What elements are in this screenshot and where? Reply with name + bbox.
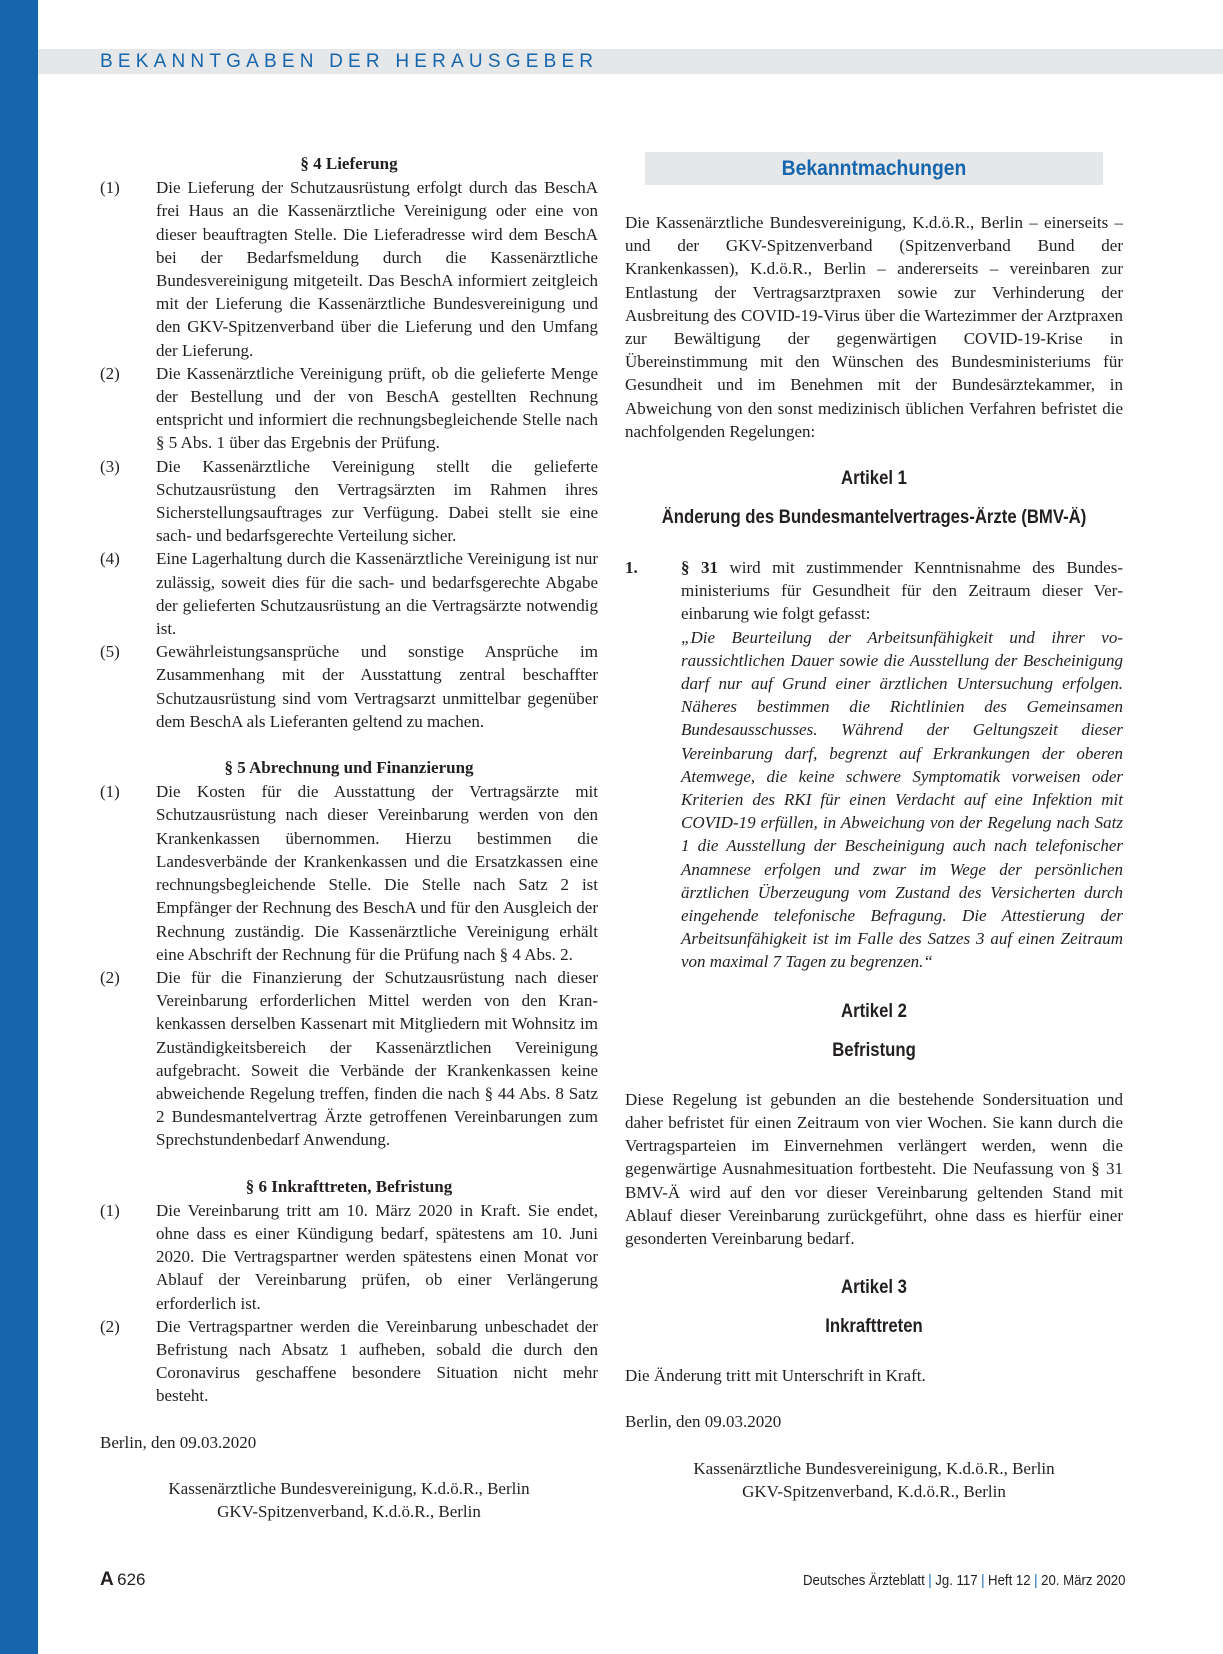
- journal-name: Deutsches Ärzteblatt: [802, 1572, 925, 1589]
- article-3-number: Artikel 3: [841, 1277, 907, 1299]
- paragraph-text: Die Kosten für die Ausstattung der Vertragsärzte mit Schutzausrüstung nach dieser Vereinbarung werden von den Krankenkassen übernommen. Hierzu bestimmen die Landesverbände der Krankenkassen und die Ersatzkassen eine rechnungsbegleichende Stelle. Die Stelle nach Satz 2 ist Empfänger der Rechnung des BeschA und für den Ausgleich der Rechnung zuständig. Die Kassenärztliche Vereinigung erhält eine Abschrift der Rechnung für die Prüfung nach § 4 Abs. 2.: [156, 782, 598, 964]
- paragraph-text: Die Kassenärztliche Vereinigung prüft, ob die gelieferte Menge der Bestellung und der von BeschA gestellten Rechnung entspricht und informiert die rechnungsbegleichende Stelle nach § 5 Abs. 1 über das Ergebnis der Prüfung.: [156, 363, 598, 453]
- paragraph-text: Die Vereinbarung tritt am 10. März 2020 in Kraft. Sie endet, ohne dass es einer Kündigung bedarf, spätestens am 10. Juni 2020. Die Vertragspartner werden spätestens einen Monat vor Ablauf der Vereinbarung prüfen, ob einer Verlängerung erforderlich ist.: [156, 1200, 598, 1313]
- left-column: [100, 152, 598, 1523]
- item-body: [681, 556, 1123, 974]
- article-3-title: Inkrafttreten: [825, 1316, 923, 1338]
- numbered-paragraph: [100, 455, 598, 548]
- article-2-title: Befristung: [832, 1039, 916, 1061]
- announcements-heading: Bekanntmachungen: [645, 152, 1103, 185]
- section-title-4: § 4 Lieferung: [300, 154, 398, 173]
- article-1-number: Artikel 1: [841, 468, 907, 490]
- item-number: 1.: [625, 558, 638, 578]
- numbered-paragraph: [100, 547, 598, 640]
- place-date-right: Berlin, den 09.03.2020: [625, 1412, 782, 1432]
- paragraph-number: (4): [100, 549, 120, 569]
- signature-gkv: GKV-Spitzenverband, K.d.ö.R., Berlin: [217, 1501, 481, 1521]
- numbered-paragraph: [100, 176, 598, 362]
- page-num: 626: [117, 1570, 146, 1589]
- signatures-right: [625, 1457, 1123, 1503]
- section-5-paragraphs: [100, 780, 598, 1151]
- article-2-number: Artikel 2: [841, 1000, 907, 1022]
- paragraph-text: Gewährleistungsansprüche und sonstige Ansprüche im Zusammenhang mit der Ausstattung zentral beschaffter Schutzausrüstung sind vom Vertragsarzt unmittelbar gegenüber dem BeschA als Lieferanten geltend zu machen.: [156, 642, 598, 731]
- section-6-paragraphs: [100, 1199, 598, 1408]
- right-column: [625, 152, 1123, 1503]
- separator: |: [1033, 1572, 1038, 1589]
- paragraph-number: (2): [100, 1316, 120, 1336]
- numbered-paragraph: [100, 780, 598, 966]
- section-title-6: § 6 Inkrafttreten, Befristung: [245, 1176, 453, 1196]
- section-header: BEKANNTGABEN DER HERAUSGEBER: [100, 51, 599, 72]
- article-1-item: [625, 556, 1123, 974]
- numbered-paragraph: [100, 1199, 598, 1315]
- paragraph-text: Die Kassenärztliche Vereinigung stellt die gelieferte Schutzausrüstung den Vertragsärzten im Rahmen ihres Sicherstellungsauftrages zur Verfügung. Dabei stellt sie eine sach- und bedarfsgerechte Verteilung sicher.: [156, 456, 598, 546]
- paragraph-number: (2): [100, 363, 120, 383]
- article-2-text: Diese Regelung ist gebunden an die bestehende Sondersituation und daher befristet für einen Zeitraum von vier Wochen. Sie kann durch die Vertragsparteien im Einvernehmen verlängert werden, wenn die gegenwärtige Ausnahmesituation fortbesteht. Die Neufassung von § 31 BMV-Ä wird auf den vor dieser Vereinbarung geltenden Stand mit Ablauf dieser Vereinbarung zurückgeführt, ohne dass es hierfür einer gesonderten Vereinbarung bedarf.: [625, 1089, 1123, 1248]
- article-1-title: Änderung des Bundesmantelvertrages-Ärzte (BMV-Ä): [661, 507, 1087, 529]
- signatures: [100, 1477, 598, 1523]
- numbered-paragraph: [100, 362, 598, 455]
- item-text: wird mit zustimmender Kenntnisnahme des Bundesministeriums für Gesundheit für den Zeitraum dieser Vereinbarung wie folgt gefasst:: [681, 558, 1124, 624]
- numbered-paragraph: [100, 1315, 598, 1408]
- journal-info: [802, 1572, 1125, 1590]
- section-4-paragraphs: [100, 176, 598, 733]
- separator: |: [980, 1572, 985, 1589]
- signature-kbv-right: Kassenärztliche Bundesvereinigung, K.d.ö.R., Berlin: [693, 1458, 1055, 1478]
- numbered-paragraph: [100, 640, 598, 733]
- signature-kbv: Kassenärztliche Bundesvereinigung, K.d.ö.R., Berlin: [168, 1478, 530, 1498]
- journal-volume: Jg. 117: [934, 1572, 978, 1589]
- paragraph-number: (2): [100, 967, 120, 987]
- item-quote: „Die Beurteilung der Arbeitsunfähigkeit und ihrer voraussichtlichen Dauer sowie die Ausstellung der Bescheinigung darf nur auf Grund einer ärztlichen Untersuchung erfolgen. Näheres bestimmen die Richtlinien des Gemeinsamen Bundesausschusses. Während der Geltungszeit dieser Vereinbarung darf, begrenzt auf Erkrankungen der oberen Atemwege, die keine schwere Symptomatik vorweisen oder Kriterien des RKI für einen Verdacht auf eine Infektion mit COVID-19 erfüllen, in Abweichung von der Regelung nach Satz 1 die Ausstellung der Bescheinigung auch nach telefonischer Anamnese erfolgen und zwar im Wege der persönlichen ärztlichen Überzeugung vom Zustand des Versicherten durch eingehende telefonische Befragung. Die Attestierung der Arbeitsunfähigkeit ist im Falle des Satzes 3 auf einen Zeitraum von maximal 7 Tagen zu begrenzen.“: [681, 627, 1123, 972]
- paragraph-number: (1): [100, 178, 120, 198]
- paragraph-text: Die Vertragspartner werden die Vereinbarung unbeschadet der Befristung nach Absatz 1 aufheben, sobald die durch den Coronavirus geschaffene besondere Situation nicht mehr besteht.: [156, 1316, 598, 1406]
- paragraph-text: Die Lieferung der Schutzausrüstung erfolgt durch das BeschA frei Haus an die Kassenärztliche Vereinigung oder eine von dieser beauftragten Stelle. Die Lieferadresse wird dem BeschA bei der Bedarfsmeldung durch die Kassenärztliche Bundesvereinigung mitgeteilt. Das BeschA informiert zeitgleich mit der Lieferung die Kassenärztliche Bundesvereinigung und den GKV-Spitzenverband über die Lieferung und den Umfang der Lieferung.: [156, 178, 598, 360]
- journal-date: 20. März 2020: [1040, 1572, 1125, 1589]
- article-3-text: Die Änderung tritt mit Unterschrift in Kraft.: [625, 1366, 926, 1386]
- paragraph-number: (3): [100, 456, 120, 476]
- numbered-paragraph: [100, 966, 598, 1152]
- side-color-bar: [0, 0, 38, 1654]
- item-paragraph-ref: § 31: [681, 558, 718, 578]
- intro-paragraph: Die Kassenärztliche Bundesvereinigung, K.d.ö.R., Berlin – einerseits – und der GKV-Spitzenverband (Spitzenverband Bund der Krankenkassen), K.d.ö.R., Berlin – andererseits – vereinbaren zur Entlastung der Vertragsarztpraxen sowie zur Verhinderung der Ausbreitung des COVID-19-Virus über die Wartezimmer der Arztpraxen zur Bewältigung der gegenwärtigen COVID-19-Krise in Übereinstimmung mit den Wünschen des Bundesministeriums für Gesundheit und im Benehmen mit der Bundesärztekammer, in Abweichung von den sonst medizinisch üblichen Verfahren befristet die nachfolgenden Regelungen:: [625, 213, 1123, 441]
- paragraph-number: (1): [100, 1200, 120, 1220]
- section-title-5: § 5 Abrechnung und Finanzierung: [224, 758, 474, 778]
- paragraph-number: (5): [100, 642, 120, 662]
- paragraph-number: (1): [100, 782, 120, 802]
- signature-gkv-right: GKV-Spitzenverband, K.d.ö.R., Berlin: [742, 1481, 1006, 1501]
- paragraph-text: Die für die Finanzierung der Schutzausrüstung nach dieser Vereinbarung erforderlichen Mittel werden von den Krankenkassen derselben Kassenart mit Mitgliedern mit Wohnsitz im Zuständigkeitsbereich der Kassenärztlichen Vereinigung aufgebracht. Soweit die Verbände der Krankenkassen keine abweichende Regelung treffen, finden die nach § 44 Abs. 8 Satz 2 Bundesmantelvertrag Ärzte getroffenen Vereinbarungen zum Sprechstundenbedarf Anwendung.: [156, 967, 598, 1150]
- separator: |: [927, 1572, 932, 1589]
- journal-issue: Heft 12: [987, 1572, 1031, 1589]
- page-number: [100, 1570, 146, 1590]
- paragraph-text: Eine Lagerhaltung durch die Kassenärztliche Vereinigung ist nur zulässig, soweit dies für die sach- und bedarfsgerechte Abgabe der gelieferten Schutzausrüstung an die Vertragsärzte notwendig ist.: [156, 549, 598, 639]
- page-letter: A: [100, 1569, 114, 1590]
- place-date: Berlin, den 09.03.2020: [100, 1432, 257, 1452]
